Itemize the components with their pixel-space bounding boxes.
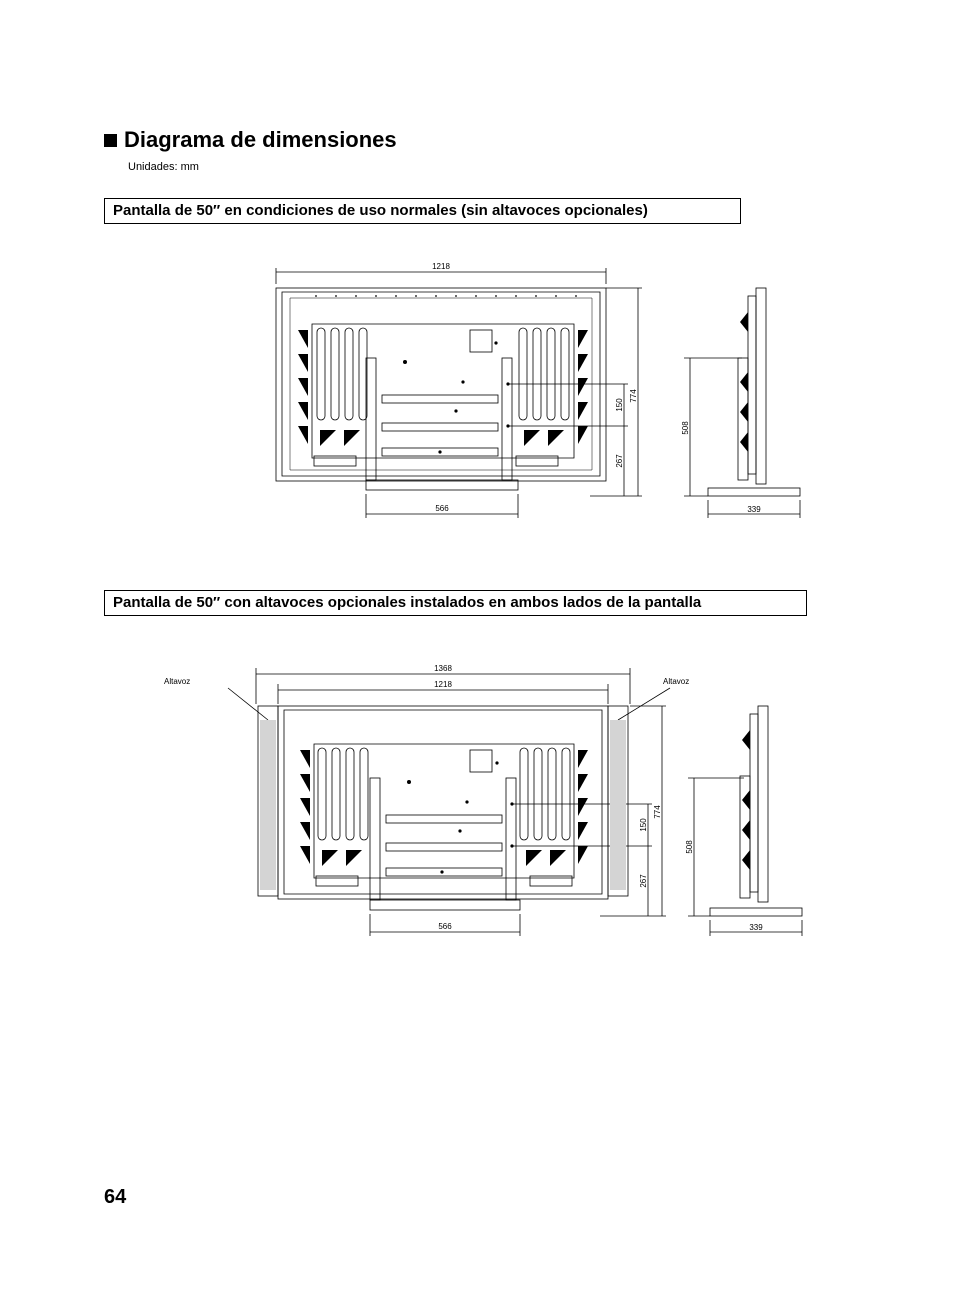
dim-width: 1218: [432, 262, 450, 271]
dim-150: 150: [615, 398, 624, 412]
section-title-2: Pantalla de 50″ con altavoces opcionales instalados en ambos lados de la pantalla: [104, 590, 807, 616]
dim-267: 267: [615, 454, 624, 468]
dim-stand: 566: [438, 922, 452, 931]
dim-height: 774: [653, 805, 662, 819]
dim-267: 267: [639, 874, 648, 888]
dim-total-width: 1368: [434, 664, 452, 673]
speaker-label-right: Altavoz: [663, 677, 690, 686]
speaker-label-left: Altavoz: [164, 677, 191, 686]
dim-side-height: 508: [681, 421, 690, 435]
side-view-diagram-1: [680, 282, 810, 522]
dim-stand: 566: [435, 504, 449, 513]
dim-depth: 339: [747, 505, 761, 514]
dim-height: 774: [629, 389, 638, 403]
square-bullet-icon: [104, 134, 117, 147]
dim-width: 1218: [434, 680, 452, 689]
units-note: Unidades: mm: [128, 161, 199, 173]
heading-text: Diagrama de dimensiones: [124, 127, 397, 152]
front-view-diagram-1: [260, 258, 660, 528]
section-heading: [104, 127, 397, 153]
dim-side-height: 508: [685, 840, 694, 854]
page-number: 64: [104, 1186, 127, 1208]
dim-depth: 339: [749, 923, 763, 932]
section-title-1: Pantalla de 50″ en condiciones de uso normales (sin altavoces opcionales): [104, 198, 741, 224]
dim-150: 150: [639, 818, 648, 832]
side-view-diagram-2: [682, 700, 812, 940]
